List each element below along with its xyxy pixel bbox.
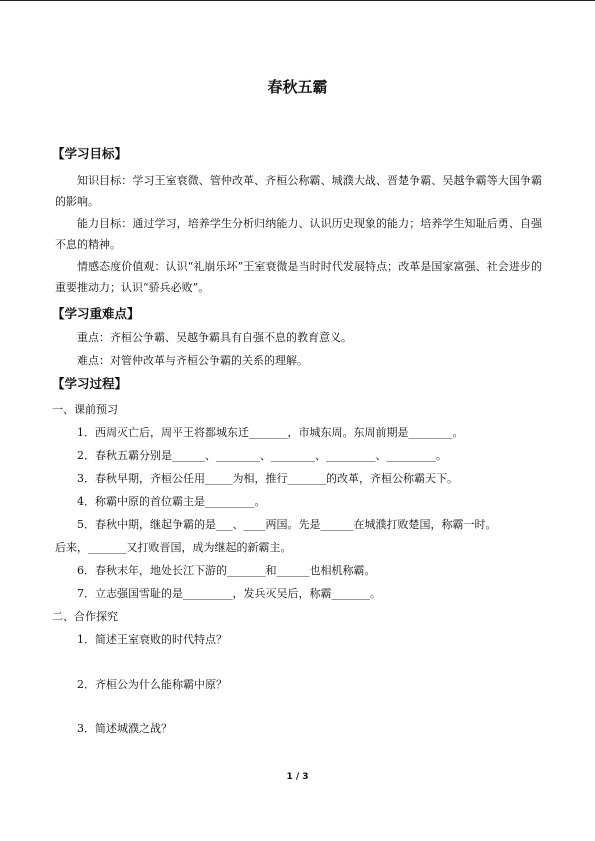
attitude-objective: 情感态度价值观：认识“礼崩乐坏”王室衰微是当时时代发展特点；改革是国家富强、社会进步的重要推动力；认识“骄兵必败”。 <box>55 260 542 294</box>
key-points-heading: 【学习重难点】 <box>52 306 140 321</box>
page-title: 春秋五霸 <box>267 78 328 96</box>
preview-heading: 一、课前预习 <box>52 403 118 416</box>
process-heading: 【学习过程】 <box>52 376 128 391</box>
explore-question-3: 3．简述城濮之战？ <box>77 722 172 735</box>
preview-question-3: 3．春秋早期，齐桓公任用_____为相，推行_______的改革，齐桓公称霸天下。 <box>77 472 458 485</box>
page-number: 1 / 3 <box>286 772 309 782</box>
key-point-focus: 重点：齐桓公争霸、吴越争霸具有自强不息的教育意义。 <box>77 331 352 344</box>
preview-question-6: 6．春秋末年，地处长江下游的_______和______也相机称霸。 <box>77 564 376 577</box>
preview-question-7: 7．立志强国雪耻的是_________，发兵灭吴后，称霸_______。 <box>77 587 381 600</box>
preview-question-2: 2．春秋五霸分别是______、________、________、_________、_________。 <box>77 449 447 462</box>
preview-question-1: 1．西周灭亡后，周平王将都城东迁_______，市城东周。东周前期是________。 <box>77 426 464 439</box>
objectives-heading: 【学习目标】 <box>52 146 128 161</box>
ability-objective: 能力目标：通过学习，培养学生分析归纳能力、认识历史现象的能力；培养学生知耻后勇、自强不息的精神。 <box>55 217 542 251</box>
top-rule <box>0 0 595 1</box>
explore-heading: 二、合作探究 <box>52 610 118 623</box>
explore-question-1: 1．简述王室衰败的时代特点？ <box>77 633 227 646</box>
explore-question-2: 2．齐桓公为什么能称霸中原？ <box>77 678 227 691</box>
key-point-difficulty: 难点：对管仲改革与齐桓公争霸的关系的理解。 <box>77 354 308 367</box>
document-body <box>52 144 542 740</box>
preview-question-5-continued: 后来，_______又打败晋国，成为继起的新霸主。 <box>55 541 292 554</box>
knowledge-objective: 知识目标：学习王室衰微、管仲改革、齐桓公称霸、城濮大战、晋楚争霸、吴越争霸等大国争霸的影响。 <box>55 174 542 208</box>
preview-question-5: 5．春秋中期，继起争霸的是___、____两国。先是______在城濮打败楚国，称霸一时。 <box>77 518 497 531</box>
preview-question-4: 4．称霸中原的首位霸主是_________。 <box>77 495 266 508</box>
